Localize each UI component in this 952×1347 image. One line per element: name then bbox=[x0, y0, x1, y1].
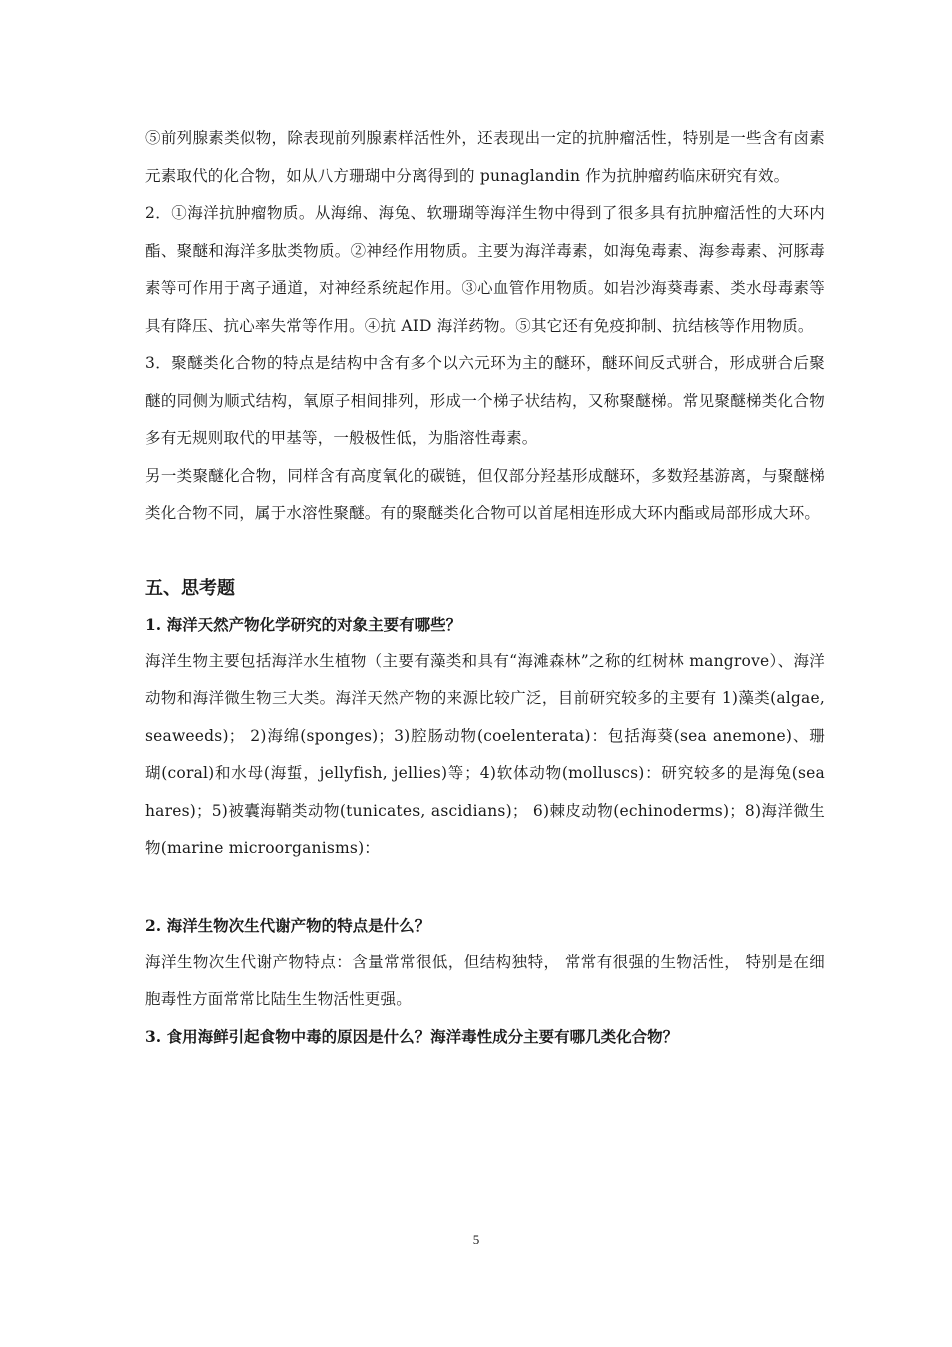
paragraph-polyether-ladder: 3．聚醚类化合物的特点是结构中含有多个以六元环为主的醚环，醚环间反式骈合，形成骈合后聚醚的同侧为顺式结构，氧原子相间排列，形成一个梯子状结构，又称聚醚梯。常见聚醚梯类化合物多有无规则取代的甲基等，一般极性低，为脂溶性毒素。 bbox=[145, 354, 825, 447]
section-title: 五、思考题 bbox=[145, 577, 235, 599]
page-number: 5 bbox=[472, 1232, 480, 1247]
question-1-title: 1. 海洋天然产物化学研究的对象主要有哪些？ bbox=[145, 614, 462, 634]
question-2-title: 2. 海洋生物次生代谢产物的特点是什么？ bbox=[145, 915, 431, 935]
question-1-answer: 海洋生物主要包括海洋水生植物（主要有藻类和具有“海滩森林”之称的红树林 mangrove）、海洋动物和海洋微生物三大类。海洋天然产物的来源比较广泛，目前研究较多的主要有 1)藻类(algae, seaweeds)； 2)海绵(sponges)；3)腔肠动物(coelenterata)：包括海葵(sea anemone)、珊瑚(coral)和水母(海蜇，jellyfish, jellies)等；4)软体动物(molluscs)：研究较多的是海兔(sea hares)；5)被囊海鞘类动物(tunicates, ascidians)； 6)棘皮动物(echinoderms)；8)海洋微生物(marine microorganisms)： bbox=[145, 651, 825, 857]
paragraph-antitumor-substances: 2．①海洋抗肿瘤物质。从海绵、海兔、软珊瑚等海洋生物中得到了很多具有抗肿瘤活性的大环内酯、聚醚和海洋多肽类物质。②神经作用物质。主要为海洋毒素，如海兔毒素、海参毒素、河豚毒素等可作用于离子通道，对神经系统起作用。③心血管作用物质。如岩沙海葵毒素、类水母毒素等具有降压、抗心率失常等作用。④抗 AID 海洋药物。⑤其它还有免疫抑制、抗结核等作用物质。 bbox=[145, 204, 825, 335]
page-content bbox=[145, 120, 825, 1055]
question-2-answer: 海洋生物次生代谢产物特点：含量常常很低，但结构独特， 常常有很强的生物活性， 特别是在细胞毒性方面常常比陆生生物活性更强。 bbox=[145, 952, 825, 1008]
paragraph-prostaglandin-analogs: ⑤前列腺素类似物，除表现前列腺素样活性外，还表现出一定的抗肿瘤活性，特别是一些含有卤素元素取代的化合物，如从八方珊瑚中分离得到的 punaglandin 作为抗肿瘤药临床研究有效。 bbox=[145, 129, 825, 185]
paragraph-water-soluble-polyether: 另一类聚醚化合物，同样含有高度氧化的碳链，但仅部分羟基形成醚环，多数羟基游离，与聚醚梯类化合物不同，属于水溶性聚醚。有的聚醚类化合物可以首尾相连形成大环内酯或局部形成大环。 bbox=[145, 466, 825, 522]
question-3-title: 3. 食用海鲜引起食物中毒的原因是什么？海洋毒性成分主要有哪几类化合物？ bbox=[145, 1026, 679, 1046]
